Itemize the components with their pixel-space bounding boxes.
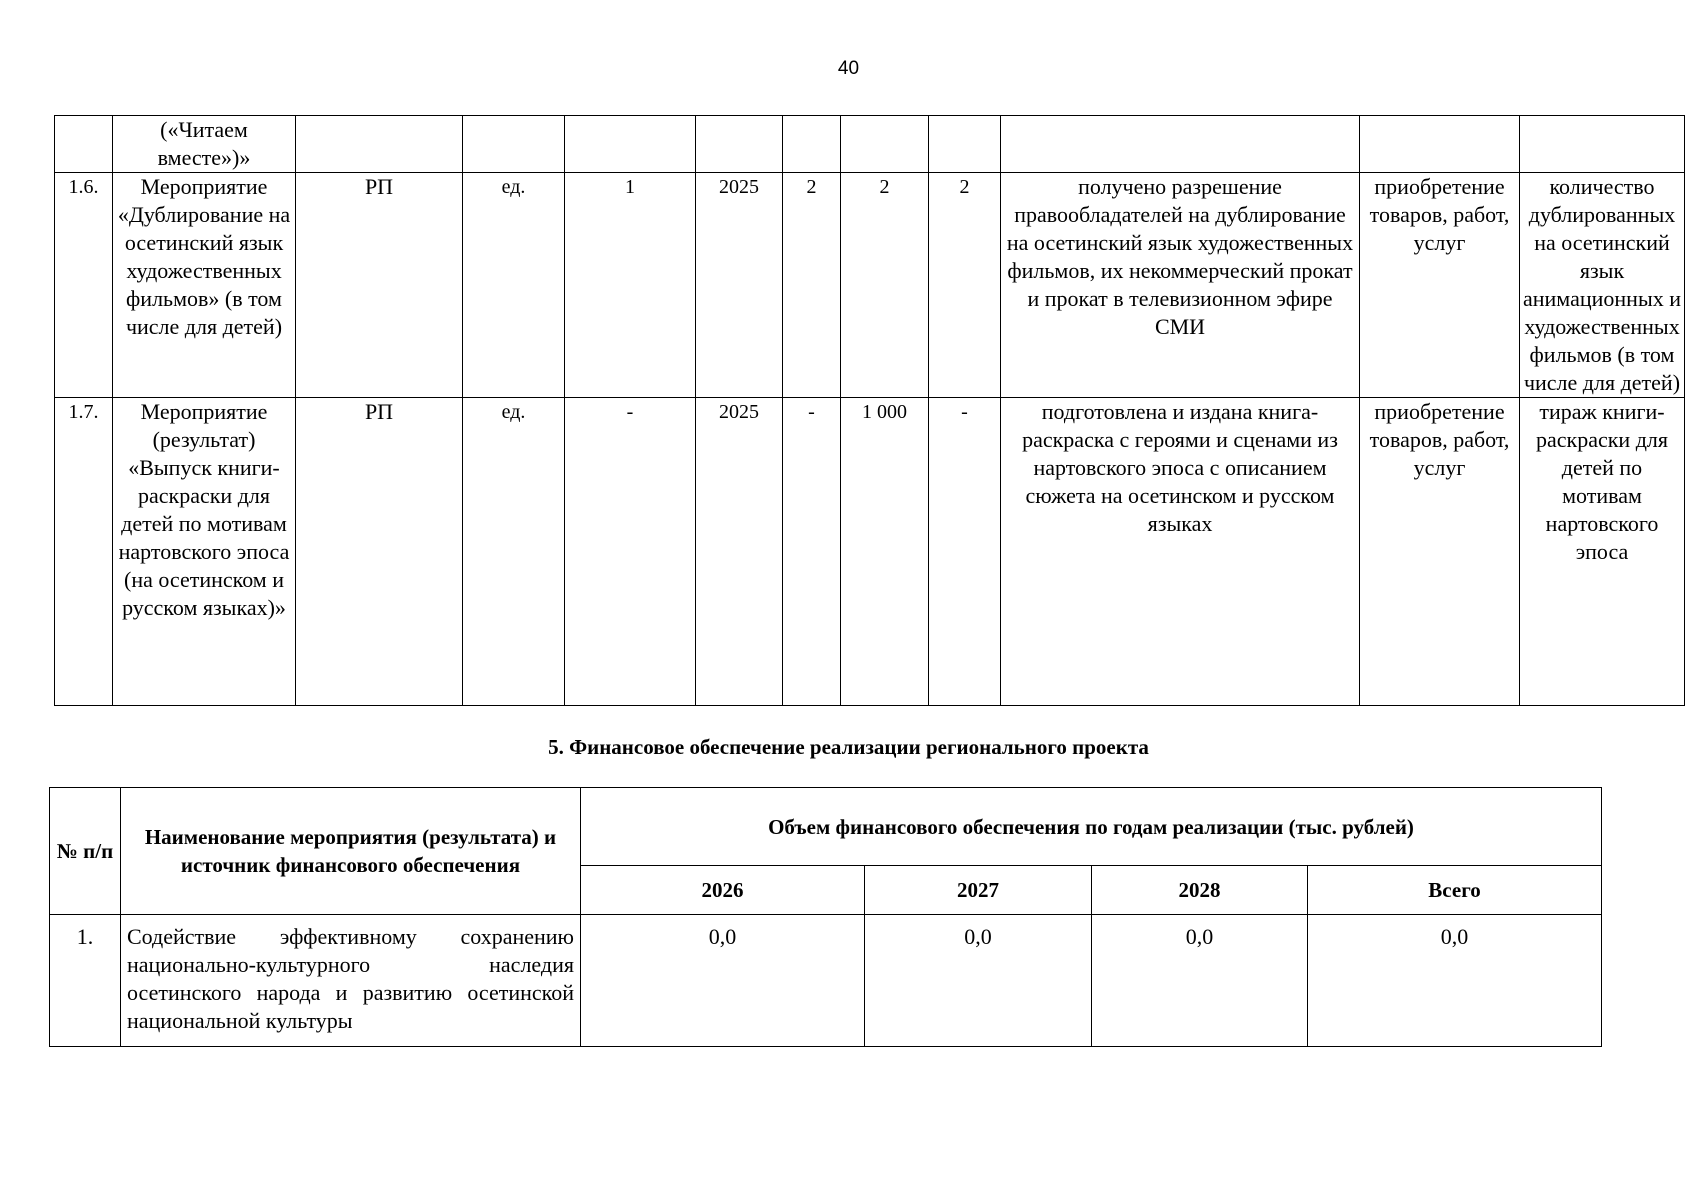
cell-name: Мероприятие (результат) «Выпуск книги-раскраски для детей по мотивам нартовского эпоса (на осетинском и русском языках)»: [113, 398, 296, 706]
cell-v1: [783, 116, 841, 173]
cell-description: подготовлена и издана книга-раскраска с героями и сценами из нартовского эпоса с описанием сюжета на осетинском и русском языках: [1001, 398, 1360, 706]
cell-value: 0,0: [581, 915, 865, 1047]
table-row: [55, 116, 1685, 173]
cell-type: РП: [296, 173, 463, 398]
cell-num: [55, 116, 113, 173]
cell-v2: 1 000: [841, 398, 929, 706]
table-row: [50, 915, 1602, 1047]
cell-v3: 2: [929, 173, 1001, 398]
table-row: [55, 173, 1685, 398]
cell-v1: -: [783, 398, 841, 706]
cell-year: 2025: [696, 398, 783, 706]
cell-unit: [463, 116, 565, 173]
cell-description: получено разрешение правообладателей на дублирование на осетинский язык художественных фильмов, их некоммерческий прокат и прокат в телевизионном эфире СМИ: [1001, 173, 1360, 398]
cell-base: -: [565, 398, 696, 706]
section-title: 5. Финансовое обеспечение реализации регионального проекта: [548, 735, 1149, 759]
header-total: Всего: [1308, 866, 1602, 915]
cell-indicator: [1520, 116, 1685, 173]
cell-value: 0,0: [865, 915, 1092, 1047]
header-row: [50, 788, 1602, 866]
header-year: 2026: [581, 866, 865, 915]
cell-unit: ед.: [463, 173, 565, 398]
cell-v1: 2: [783, 173, 841, 398]
cell-indicator: тираж книги-раскраски для детей по мотивам нартовского эпоса: [1520, 398, 1685, 706]
cell-type: [296, 116, 463, 173]
cell-year: 2025: [696, 173, 783, 398]
finance-table: [49, 787, 1602, 1047]
cell-kind: приобретение товаров, работ, услуг: [1360, 398, 1520, 706]
cell-base: [565, 116, 696, 173]
cell-base: 1: [565, 173, 696, 398]
header-year: 2027: [865, 866, 1092, 915]
header-num: № п/п: [50, 788, 121, 915]
cell-num: 1.: [50, 915, 121, 1047]
header-year: 2028: [1092, 866, 1308, 915]
cell-v3: [929, 116, 1001, 173]
cell-value: 0,0: [1092, 915, 1308, 1047]
table-row: [55, 398, 1685, 706]
page-number: 40: [837, 58, 860, 79]
cell-v3: -: [929, 398, 1001, 706]
cell-name: Мероприятие «Дублирование на осетинский язык художественных фильмов» (в том числе для детей): [113, 173, 296, 398]
cell-name: («Читаем вместе»)»: [113, 116, 296, 173]
results-table: [54, 115, 1685, 706]
cell-kind: [1360, 116, 1520, 173]
cell-type: РП: [296, 398, 463, 706]
cell-unit: ед.: [463, 398, 565, 706]
cell-year: [696, 116, 783, 173]
cell-value: 0,0: [1308, 915, 1602, 1047]
cell-description: [1001, 116, 1360, 173]
cell-v2: 2: [841, 173, 929, 398]
cell-indicator: количество дублированных на осетинский язык анимационных и художественных фильмов (в том числе для детей): [1520, 173, 1685, 398]
header-name: Наименование мероприятия (результата) и источник финансового обеспечения: [121, 788, 581, 915]
cell-num: 1.7.: [55, 398, 113, 706]
header-volume: Объем финансового обеспечения по годам реализации (тыс. рублей): [581, 788, 1602, 866]
cell-num: 1.6.: [55, 173, 113, 398]
cell-kind: приобретение товаров, работ, услуг: [1360, 173, 1520, 398]
cell-v2: [841, 116, 929, 173]
cell-name: Содействие эффективному сохранению национально-культурного наследия осетинского народа и развитию осетинской национальной культуры: [121, 915, 581, 1047]
